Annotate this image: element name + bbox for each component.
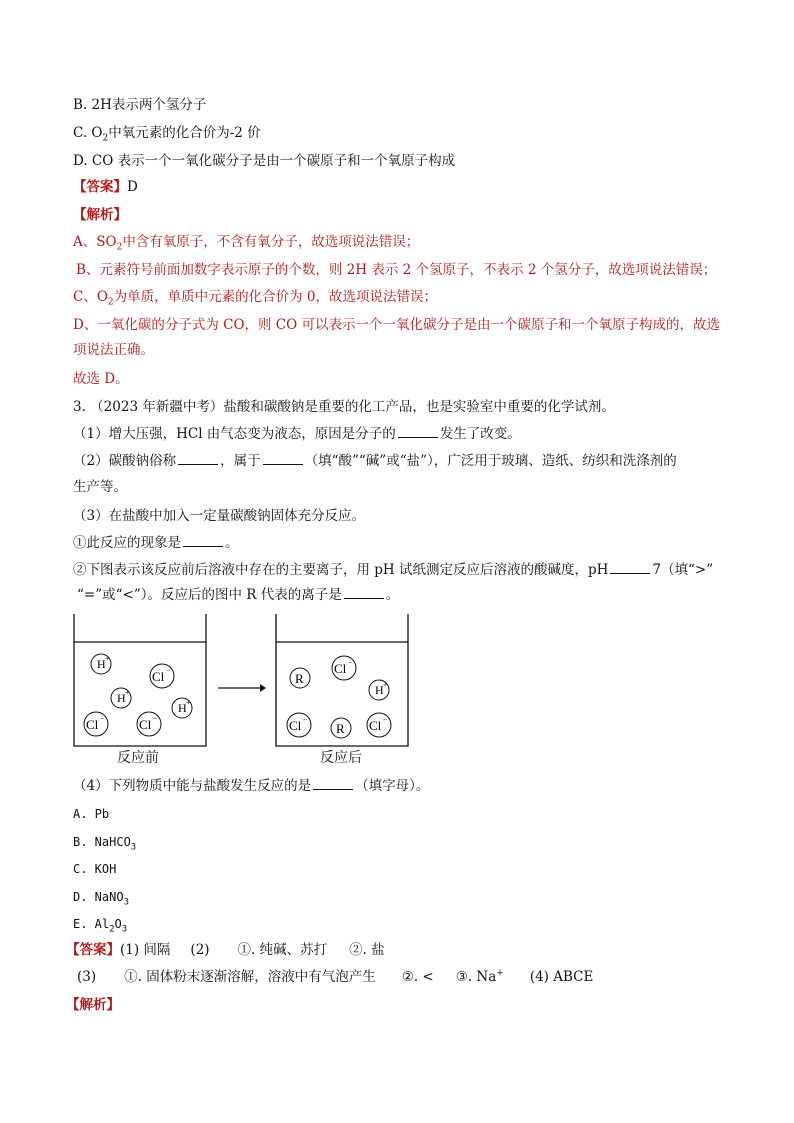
svg-text:R: R: [336, 721, 345, 736]
answer-3-line-1: 【答案】(1) 间隔 (2) ①. 纯碱、苏打 ②. 盐: [66, 942, 385, 958]
svg-text:−: −: [166, 666, 171, 675]
svg-text:H: H: [375, 683, 384, 697]
answer-blank: [344, 586, 384, 599]
q3-option-c: C. KOH: [73, 862, 117, 876]
ion-cl-5: [287, 713, 311, 737]
q3-option-e: E. $Al_2O_3$: [73, 917, 128, 935]
ion-r-1: [290, 668, 310, 688]
q3-part-2-cont: 生产等。: [73, 479, 127, 495]
analysis-1-a: A、$SO_2$中含有氧原子，不含有氧分子，故选项说法错误；: [73, 234, 420, 253]
q3-option-b: B. NaHCO$_3$: [73, 835, 137, 853]
svg-text:Cl: Cl: [289, 718, 302, 733]
analysis-1-label: 【解析】: [73, 207, 127, 223]
after-caption: 反应后: [320, 750, 362, 766]
reaction-diagram: [68, 612, 420, 752]
q3-part-1: （1）增大压强，HCl 由气态变为液态，原因是分子的 发生了改变。: [73, 426, 521, 442]
svg-text:−: −: [383, 715, 388, 724]
answer-blank: [263, 452, 303, 465]
svg-text:H: H: [97, 657, 106, 671]
q3-part-3: （3）在盐酸中加入一定量碳酸钠固体充分反应。: [73, 508, 366, 524]
arrow-icon: [218, 684, 266, 692]
analysis-3-label: 【解析】: [66, 997, 120, 1013]
svg-text:+: +: [105, 654, 110, 663]
analysis-1-d2: 项说法正确。: [73, 342, 154, 358]
q3-part-3-1: ①此反应的现象是 。: [73, 535, 239, 551]
q3-part-3-2-cont: “=”或“<”）。反应后的图中 R 代表的离子是 。: [77, 587, 400, 603]
svg-text:Cl: Cl: [86, 717, 99, 732]
svg-text:+: +: [383, 680, 388, 689]
analysis-1-conclusion: 故选 D。: [73, 371, 129, 387]
q3-option-d: D. NaNO$_3$: [73, 890, 129, 908]
svg-text:Cl: Cl: [139, 717, 152, 732]
q3-part-4: （4）下列物质中能与盐酸发生反应的是 （填字母）。: [73, 778, 430, 794]
ion-h-2: [111, 688, 131, 708]
q3-option-a: A. Pb: [73, 807, 110, 821]
svg-text:+: +: [125, 688, 130, 697]
ion-cl-1: [150, 664, 174, 688]
svg-text:−: −: [100, 714, 105, 723]
ion-h-4: [369, 680, 389, 700]
analysis-1-d1: D、一氧化碳的分子式为 CO，则 CO 可以表示一个一氧化碳分子是由一个碳原子和一个氧原子构成的，故选: [73, 317, 720, 333]
svg-text:−: −: [303, 715, 308, 724]
option-b: B. 2H表示两个氢分子: [73, 97, 207, 113]
q3-stem: 3. （2023 年新疆中考）盐酸和碳酸钠是重要的化工产品，也是实验室中重要的化学试剂。: [73, 399, 615, 415]
svg-text:−: −: [153, 714, 158, 723]
ion-r-2: [331, 718, 351, 738]
svg-text:Cl: Cl: [152, 669, 165, 684]
ion-h-3: [172, 698, 192, 718]
ion-cl-2: [84, 712, 108, 736]
answer-3-line-2: (3) ①. 固体粉末逐渐溶解，溶液中有气泡产生 ②. < ③. Na+ (4) ABCE: [77, 968, 594, 985]
option-c: C. $O_2$中氧元素的化合价为-2 价: [73, 125, 261, 144]
ion-cl-4: [332, 656, 356, 680]
svg-text:R: R: [295, 671, 304, 686]
before-caption: 反应前: [117, 750, 159, 766]
analysis-1-c: C、$O_2$为单质，单质中元素的化合价为 0，故选项说法错误；: [73, 289, 438, 308]
svg-text:H: H: [117, 691, 126, 705]
answer-blank: [183, 534, 223, 547]
answer-1: 【答案】D: [73, 179, 138, 195]
answer-blank: [610, 561, 650, 574]
analysis-1-b: B、元素符号前面加数字表示原子的个数，则 2H 表示 2 个氢原子，不表示 2 个氢分子，故选项说法错误；: [76, 262, 717, 278]
ion-cl-3: [137, 712, 161, 736]
answer-blank: [313, 777, 353, 790]
option-d: D. CO 表示一个一氧化碳分子是由一个碳原子和一个氧原子构成: [73, 153, 456, 169]
svg-text:H: H: [178, 701, 187, 715]
ion-h-1: [91, 654, 111, 674]
q3-part-3-2: ②下图表示该反应前后溶液中存在的主要离子，用 pH 试纸测定反应后溶液的酸碱度，pH 7（填“>”: [73, 562, 714, 578]
answer-blank: [398, 425, 438, 438]
svg-text:+: +: [186, 698, 191, 707]
answer-blank: [178, 452, 218, 465]
svg-text:Cl: Cl: [369, 718, 382, 733]
svg-text:Cl: Cl: [334, 661, 347, 676]
q3-part-2: （2）碳酸钠俗称 ，属于 （填“酸”“碱”或“盐”），广泛用于玻璃、造纸、纺织和洗涤剂的: [73, 453, 677, 469]
svg-text:−: −: [348, 658, 353, 667]
ion-cl-6: [367, 713, 391, 737]
